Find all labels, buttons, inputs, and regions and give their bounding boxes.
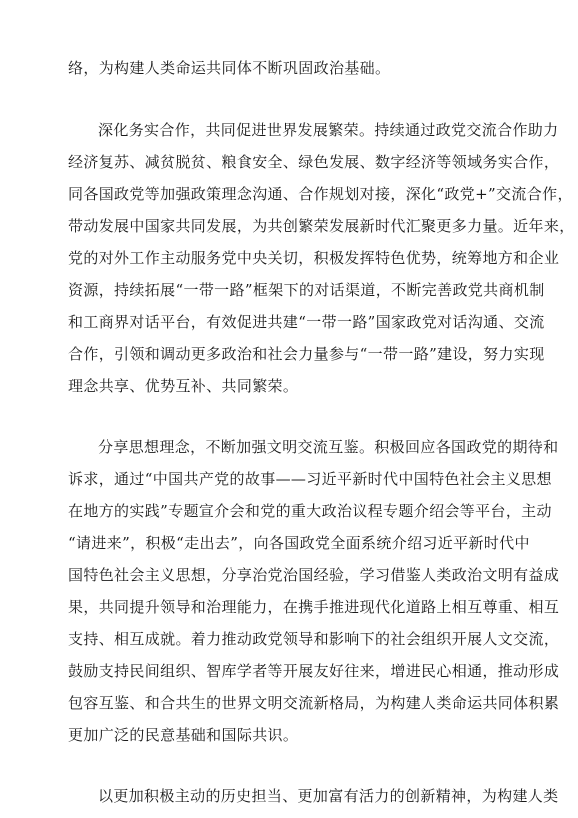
text-line: 理念共享、优势互补、共同繁荣。 [68,377,299,395]
text-line: “请进来”，积极“走出去”，向各国政党全面系统介绍习近平新时代中 [68,534,530,552]
text-line: 以更加积极主动的历史担当、更加富有活力的创新精神，为构建人类 [98,787,559,805]
text-line: 经济复苏、减贫脱贫、粮食安全、绿色发展、数字经济等领域务实合作， [68,153,560,171]
text-line: 果，共同提升领导和治理能力，在携手推进现代化道路上相互尊重、相互 [68,598,560,616]
text-line: 包容互鉴、和合共生的世界文明交流新格局，为构建人类命运共同体积累 [68,694,560,712]
text-line: 党的对外工作主动服务党中央关切，积极发挥特色优势，统筹地方和企业 [68,249,560,267]
text-line: 资源，持续拓展“一带一路”框架下的对话渠道，不断完善政党共商机制 [68,281,545,299]
text-line: 同各国政党等加强政策理念沟通、合作规划对接，深化“政党+”交流合作， [68,185,573,203]
text-line: 诉求，通过“中国共产党的故事——习近平新时代中国特色社会主义思想 [68,470,552,488]
text-line: 合作，引领和调动更多政治和社会力量参与“一带一路”建设，努力实现 [68,345,545,363]
text-line: 分享思想理念，不断加强文明交流互鉴。积极回应各国政党的期待和 [98,438,559,456]
text-line: 支持、相互成就。着力推动政党领导和影响下的社会组织开展人文交流， [68,630,560,648]
text-line: 更加广泛的民意基础和国际共识。 [68,726,299,744]
text-line: 带动发展中国家共同发展，为共创繁荣发展新时代汇聚更多力量。近年来， [68,217,575,235]
text-line: 国特色社会主义思想，分享治党治国经验，学习借鉴人类政治文明有益成 [68,566,560,584]
text-line: 深化务实合作，共同促进世界发展繁荣。持续通过政党交流合作助力 [98,121,559,139]
text-line: 鼓励支持民间组织、智库学者等开展友好往来，增进民心相通，推动形成 [68,662,560,680]
text-line: 在地方的实践”专题宣介会和党的重大政治议程专题介绍会等平台，主动 [68,502,552,520]
text-line: 络，为构建人类命运共同体不断巩固政治基础。 [68,59,391,77]
text-line: 和工商界对话平台，有效促进共建“一带一路”国家政党对话沟通、交流 [68,313,545,331]
